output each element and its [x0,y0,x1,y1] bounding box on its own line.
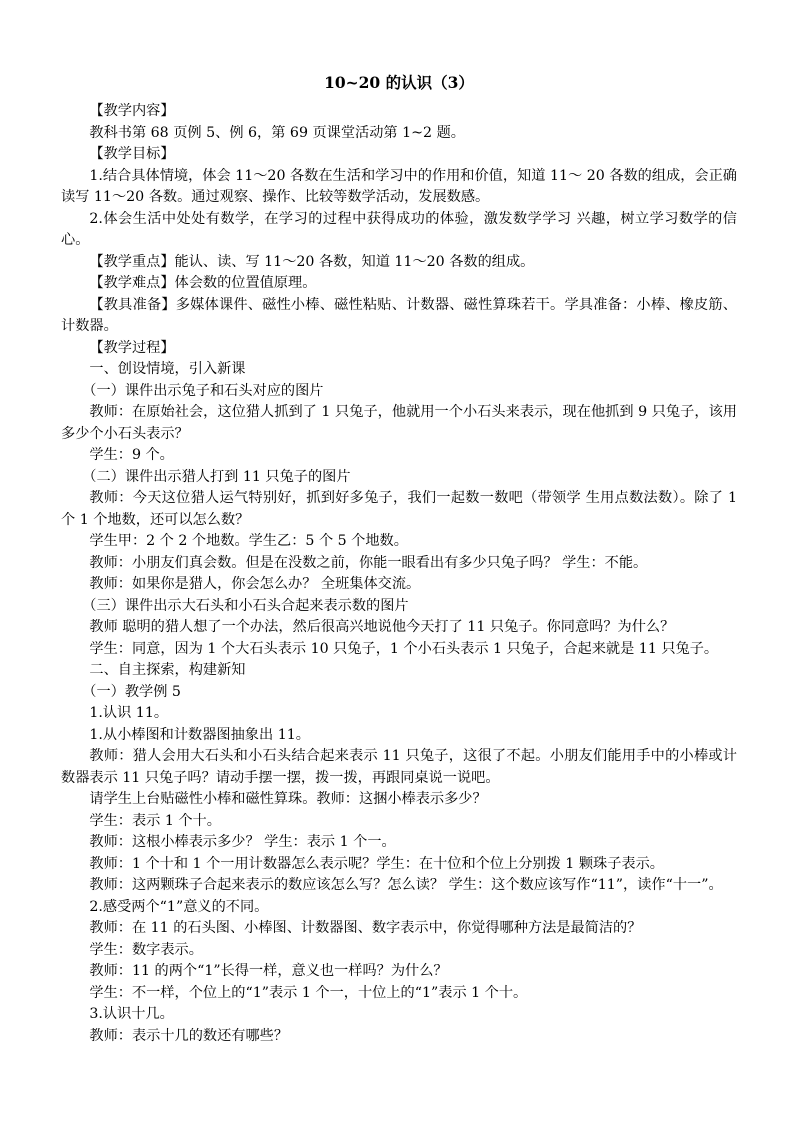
paragraph: （一）课件出示兔子和石头对应的图片 [82,382,324,399]
paragraph: 二、自主探索，构建新知 [89,662,246,678]
paragraph: （二）课件出示猎人打到 11 只兔子的图片 [82,468,351,485]
paragraph: 教师：这两颗珠子合起来表示的数应该怎么写？怎么读？ 学生：这个数应该写作“11”，读作“十一”。 [89,877,723,893]
paragraph: 【教学目标】 [89,146,175,162]
paragraph: 教师：今天这位猎人运气特别好，抓到好多兔子，我们一起数一数吧（带领学 生用点数法数）。除了 1 个 1 个地数，还可以怎么数？ [61,490,737,528]
paragraph: 1.从小棒图和计数器图抽象出 11。 [89,726,310,743]
paragraph: 教师：如果你是猎人，你会怎么办？ 全班集体交流。 [89,576,421,592]
paragraph: 一、创设情境，引入新课 [89,361,246,377]
paragraph: 【教学重点】能认、读、写 11～20 各数，知道 11～20 各数的组成。 [89,253,535,270]
paragraph: 教科书第 68 页例 5、例 6，第 69 页课堂活动第 1~2 题。 [89,124,465,141]
document-title: 10~20 的认识（3） [324,73,474,92]
paragraph: 教师 聪明的猎人想了一个办法，然后很高兴地说他今天打了 11 只兔子。你同意吗？为什么？ [89,619,675,635]
paragraph: （一）教学例 5 [82,683,181,700]
paragraph: 教师：1 个十和 1 个一用计数器怎么表示呢？学生：在十位和个位上分别拨 1 颗珠子表示。 [89,855,664,872]
paragraph: 教师：在 11 的石头图、小棒图、计数器图、数字表示中，你觉得哪种方法是最简洁的？ [89,920,642,936]
paragraph: 教师：表示十几的数还有哪些？ [89,1027,289,1044]
paragraph: 【教学过程】 [89,339,175,356]
paragraph: 1.结合具体情境，体会 11～20 各数在生活和学习中的作用和价值，知道 11～ 20 各数的组成，会正确读写 11～20 各数。通过观察、操作、比较等数学活动，发展数感。 [61,167,737,205]
document-body [61,101,737,1047]
paragraph: 请学生上台贴磁性小棒和磁性算珠。教师：这捆小棒表示多少？ [89,791,487,807]
paragraph: （三）课件出示大石头和小石头合起来表示数的图片 [82,597,409,614]
paragraph: 教师：11 的两个“1”长得一样，意义也一样吗？为什么？ [89,963,448,979]
paragraph: 教师：这根小棒表示多少？ 学生：表示 1 个一。 [89,834,396,850]
paragraph: 【教学内容】 [89,103,175,119]
paragraph: 学生：数字表示。 [89,941,203,958]
paragraph: 【教学难点】体会数的位置值原理。 [89,275,317,291]
paragraph: 2.感受两个“1”意义的不同。 [89,898,269,915]
paragraph: 2.体会生活中处处有数学，在学习的过程中获得成功的体验，激发数学学习 兴趣，树立学习数学的信心。 [61,210,737,248]
paragraph: 学生：9 个。 [89,447,174,463]
paragraph: 教师：在原始社会，这位猎人抓到了 1 只兔子，他就用一个小石头来表示，现在他抓到 9 只兔子，该用多少个小石头表示？ [61,404,737,442]
paragraph: 3.认识十几。 [89,1006,174,1022]
paragraph: 学生甲：2 个 2 个地数。学生乙：5 个 5 个地数。 [89,533,408,549]
paragraph: 学生：表示 1 个十。 [89,812,221,829]
paragraph: 1.认识 11。 [89,705,169,721]
paragraph: 学生：同意，因为 1 个大石头表示 10 只兔子，1 个小石头表示 1 只兔子，合起来就是 11 只兔子。 [89,640,719,657]
paragraph: 教师：猎人会用大石头和小石头结合起来表示 11 只兔子，这很了不起。小朋友们能用手中的小棒或计数器表示 11 只兔子吗？请动手摆一摆，拨一拨，再跟同桌说一说吧。 [61,748,737,786]
paragraph: 教师：小朋友们真会数。但是在没数之前，你能一眼看出有多少只兔子吗？ 学生：不能。 [89,554,648,571]
paragraph: 学生：不一样，个位上的“1”表示 1 个一，十位上的“1”表示 1 个十。 [89,984,528,1001]
paragraph: 【教具准备】多媒体课件、磁性小棒、磁性粘贴、计数器、磁性算珠若干。学具准备：小棒、橡皮筋、计数器。 [61,296,737,334]
